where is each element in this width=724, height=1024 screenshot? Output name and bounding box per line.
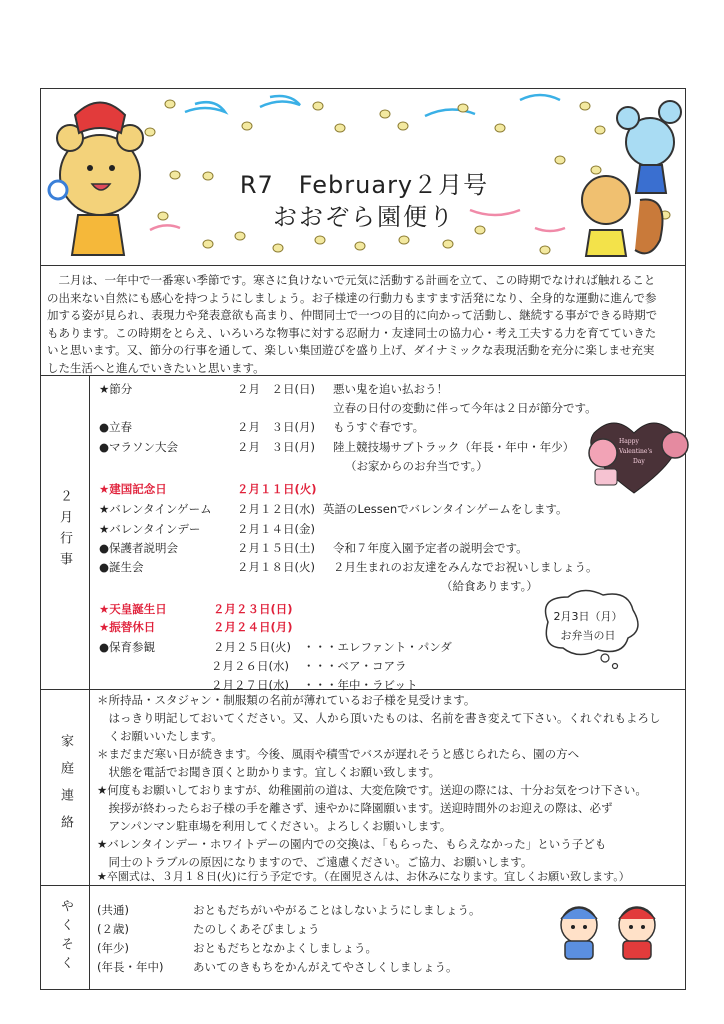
event-desc: 令和７年度入園予定者の説明会です。	[333, 541, 528, 555]
event-desc: 陸上競技場サブトラック（年長・年中・年少）	[333, 440, 575, 454]
event-date: ２月 ３日(月)	[237, 440, 315, 454]
divider-events-top	[41, 375, 685, 376]
event-date: ２月１１日(火)	[237, 482, 317, 496]
valentine-text-1: Happy	[619, 438, 639, 445]
event-date: ２月１８日(火)	[237, 560, 315, 574]
event-date: ２月２４日(月)	[213, 620, 293, 634]
contact-line: ★卒園式は、３月１８日(火)に行う予定です。（在園児さんは、お休みになります。宜しくお願い致します。）	[97, 870, 630, 883]
event-desc: ・・・ベア・コアラ	[303, 659, 407, 673]
event-name: ●誕生会	[99, 560, 144, 574]
contact-line: 挨拶が終わったらお子様の手を離さず、速やかに降園願います。送迎時間外のお迎えの際は、必ず	[97, 801, 613, 815]
event-date: ２月２７日(水)	[211, 678, 289, 692]
valentine-bears-illustration	[589, 413, 689, 503]
event-name: ★バレンタインデー	[99, 522, 201, 536]
intro-paragraph: 二月は、一年中で一番寒い季節です。寒さに負けないで元気に活動する計画を立て、この時期でなければ触れること の出来ない自然にも感心を持つようにしましょう。お子様達の行動力もますます活発になり、全身的な運動に進んで参 加する姿が見られ、表現力や発表意欲も高まり、仲間同士で一つの目的に向かって活動し、継続する事ができる時期で もあります。この時期をとらえ、いろいろな物事に対する忍耐力・友達同士の協力心・考え工夫する力を育てていきた いと思います。又、節分の行事を通して、楽しい集団遊びを盛り上げ、ダイナミックな表現活動を充分に楽しませ充実 した生活へと進んでいきたいと思います。	[47, 273, 658, 375]
promise-group: (２歳)	[97, 922, 129, 936]
event-desc: 立春の日付の変動に伴って今年は２日が節分です。	[333, 401, 597, 415]
contact-line: アンパンマン駐車場を利用してください。よろしくお願いします。	[97, 819, 452, 833]
event-name: ●立春	[99, 420, 133, 434]
event-date: ２月２３日(日)	[213, 602, 293, 616]
events-section-label: ２月行事	[57, 489, 72, 573]
event-desc: （給食あります。）	[441, 579, 538, 593]
promise-group: (年長・年中)	[97, 960, 164, 974]
promise-group: (共通)	[97, 903, 129, 917]
event-desc: （お家からのお弁当です。）	[345, 459, 488, 473]
event-name: ★天皇誕生日	[99, 602, 167, 616]
contact-line: はっきり明記しておいてください。又、人から頂いたものは、名前を書き変えて下さい。くれぐれもよろし	[97, 711, 661, 725]
valentine-text-2: Valentine's	[619, 448, 653, 455]
promise-text: たのしくあそびましょう	[193, 922, 320, 936]
bubble-line-1: 2月3日（月）	[553, 610, 623, 623]
event-desc: 英語のLessenでバレンタインゲームをします。	[323, 502, 568, 516]
event-name: ●マラソン大会	[99, 440, 179, 454]
event-date: ２月 ２日(日)	[237, 382, 315, 396]
contact-line: 同士のトラブルの原因になりますので、ご遠慮ください。ご協力、お願いします。	[97, 855, 533, 869]
event-name: ★振替休日	[99, 620, 156, 634]
divider-promise-top	[41, 885, 685, 886]
event-desc: 悪い鬼を追い払おう！	[333, 382, 448, 396]
newsletter-sheet	[40, 88, 686, 990]
bubble-line-2: お弁当の日	[560, 629, 616, 642]
event-name: ★節分	[99, 382, 133, 396]
event-name: ●保護者説明会	[99, 541, 179, 555]
event-date: ２月１２日(水)	[237, 502, 315, 516]
contact-line: ＊所持品・スタジャン・制服類の名前が薄れているお子様を見受けます。	[97, 693, 476, 707]
event-name: ★バレンタインゲーム	[99, 502, 212, 516]
event-date: ２月２５日(火)	[213, 640, 291, 654]
event-date: ２月 ３日(月)	[237, 420, 315, 434]
contact-line: 状態を電話でお聞き頂くと助かります。宜しくお願い致します。	[97, 765, 441, 779]
contact-line: くお願いいたします。	[97, 729, 223, 743]
contact-line: ★何度もお願いしておりますが、幼稚園前の道は、大変危険です。送迎の際には、十分お気をつけ下さい。	[97, 783, 647, 797]
event-desc: ・・・年中・ラビット	[303, 678, 418, 692]
contact-section-label: 家庭連絡	[58, 734, 73, 842]
promise-section-label: やくそく	[58, 899, 73, 975]
contact-line: ＊まだまだ寒い日が続きます。今後、風雨や積雪でバスが遅れそうと感じられたら、園の方へ	[97, 747, 580, 761]
event-desc: ２月生まれのお友達をみんなでお祝いしましょう。	[333, 560, 598, 574]
divider-intro-top	[41, 265, 685, 266]
event-date: ２月１４日(金)	[237, 522, 315, 536]
event-date: ２月２６日(水)	[211, 659, 289, 673]
promise-group: (年少)	[97, 941, 129, 955]
label-column-divider	[89, 375, 90, 990]
event-desc: ・・・エレファント・パンダ	[303, 640, 452, 654]
event-date: ２月１５日(土)	[237, 541, 315, 555]
promise-text: おともだちとなかよくしましょう。	[193, 941, 377, 955]
valentine-text-3: Day	[633, 458, 645, 465]
promise-text: あいてのきもちをかんがえてやさしくしましょう。	[193, 960, 458, 974]
event-desc: もうすぐ春です。	[333, 420, 425, 434]
event-name: ●保育参観	[99, 640, 156, 654]
promise-text: おともだちがいやがることはしないようにしましょう。	[193, 903, 481, 917]
event-name: ★建国記念日	[99, 482, 167, 496]
oni-kids-illustration	[549, 901, 669, 963]
page-subtitle: おおぞら園便り	[273, 203, 455, 231]
contact-line: ★バレンタインデー・ホワイトデーの園内での交換は、「もらった、もらえなかった」という子ども	[97, 837, 607, 851]
page-title: R7 February２月号	[239, 171, 489, 199]
